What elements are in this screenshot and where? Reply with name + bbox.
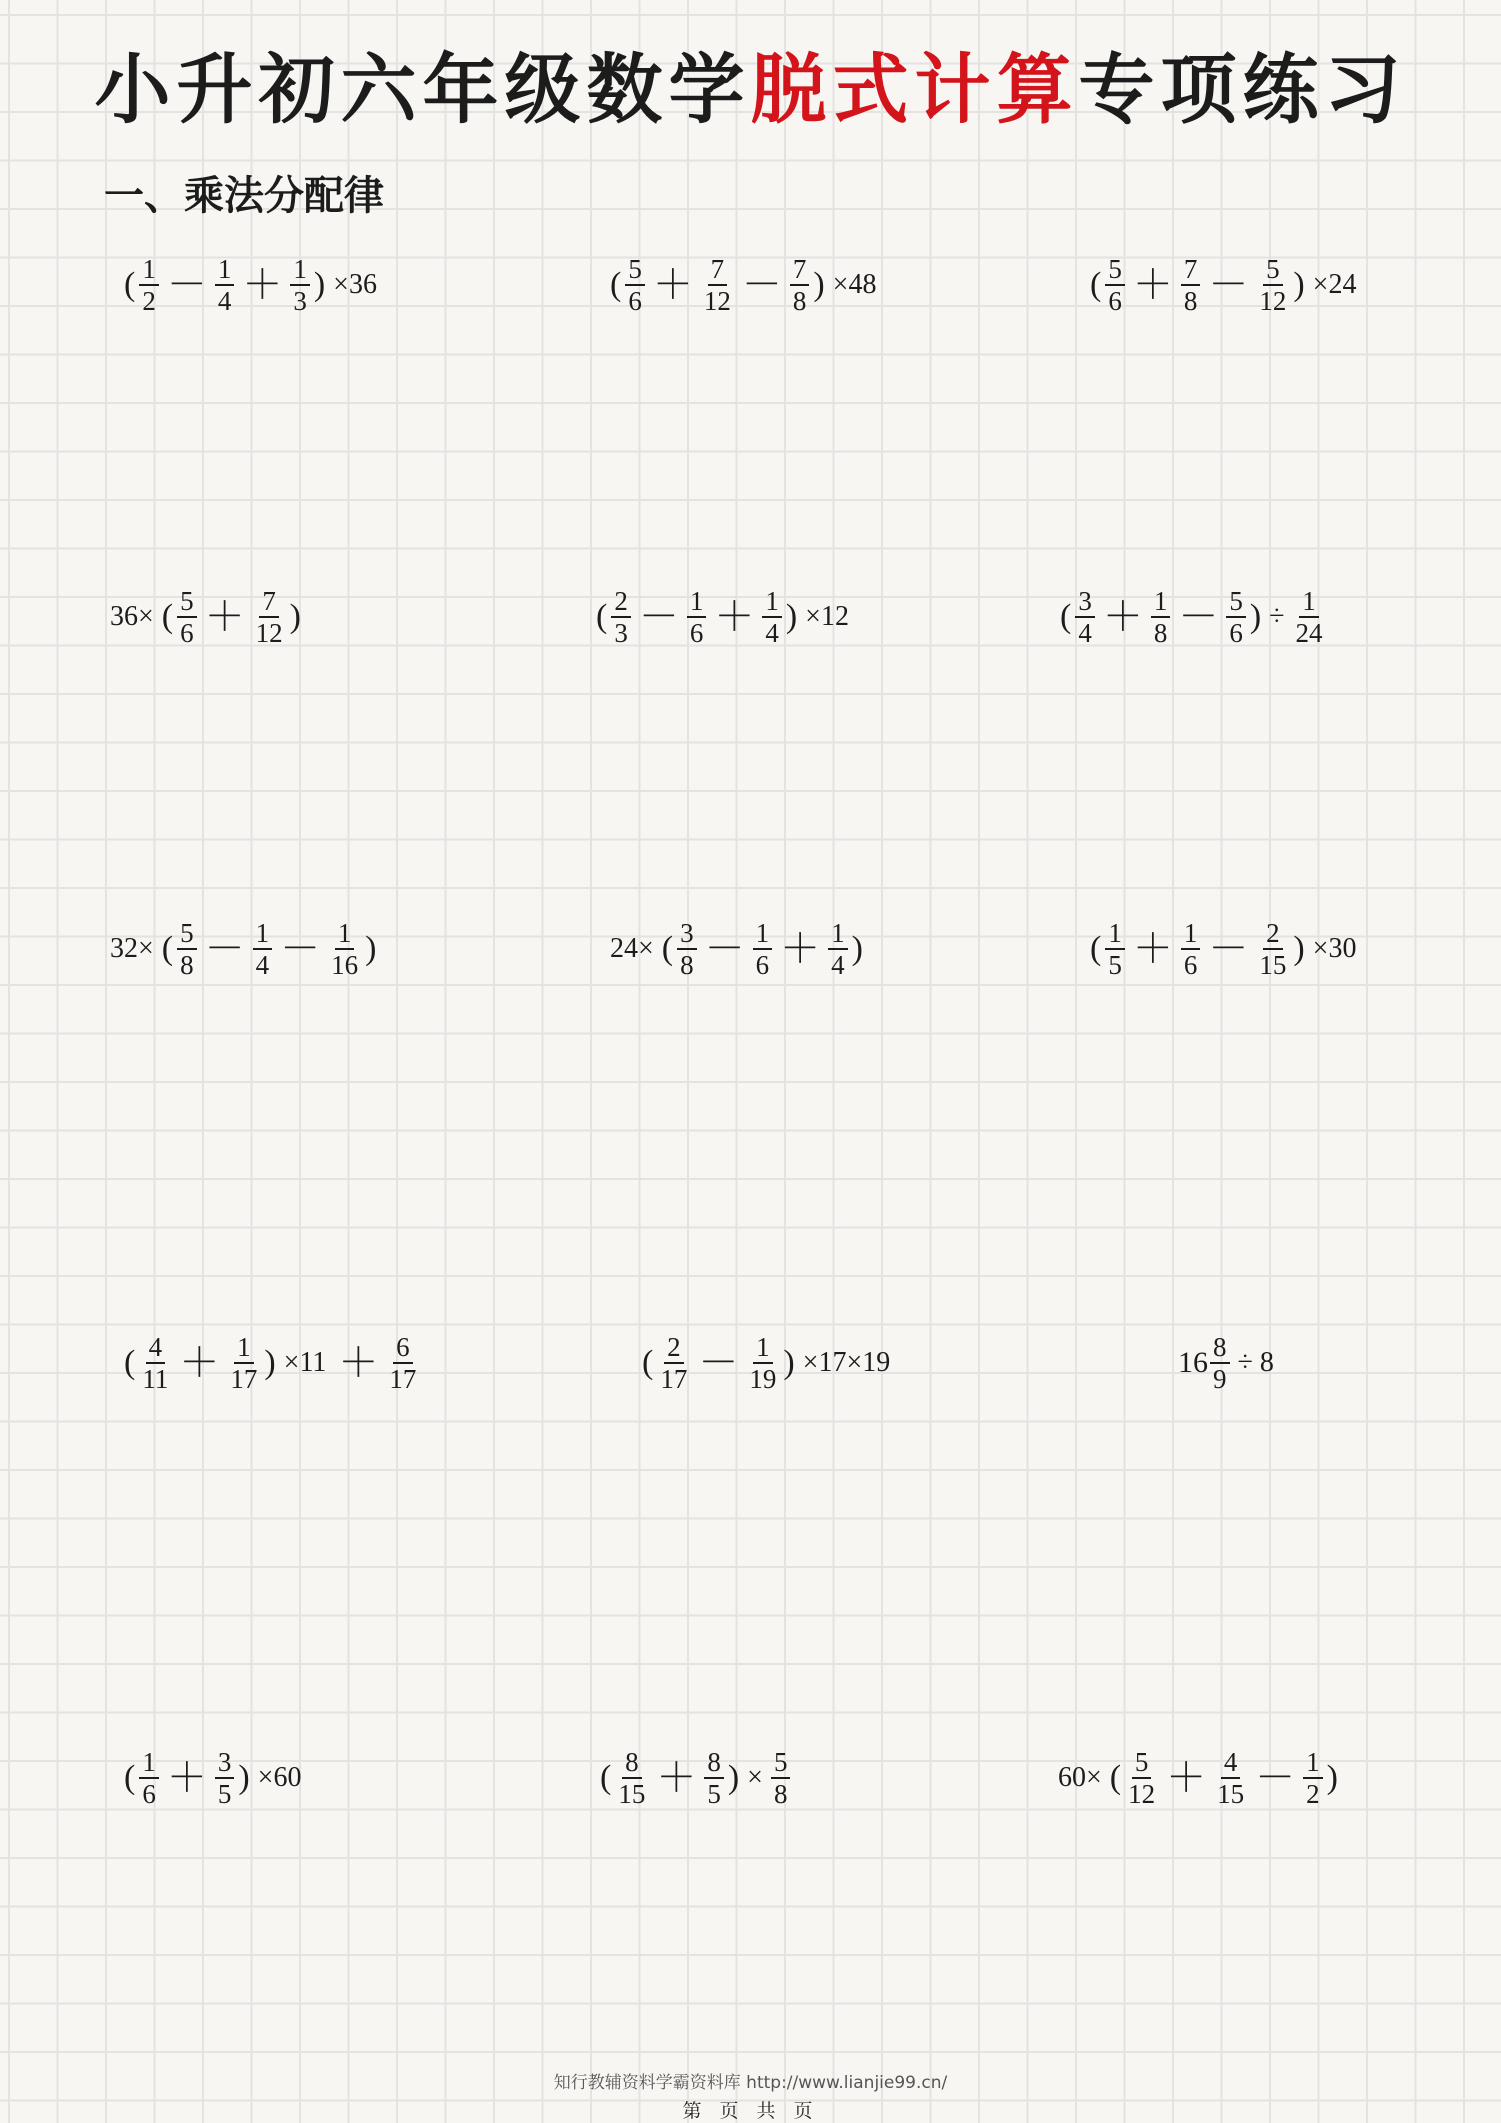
numerator: 3 <box>1075 586 1095 618</box>
fraction <box>1179 918 1203 980</box>
parenthesis: ( <box>161 930 174 967</box>
numerator: 1 <box>1181 918 1201 950</box>
denominator: 17 <box>389 1364 417 1394</box>
numerator: 1 <box>1299 586 1319 618</box>
fraction <box>744 1332 781 1394</box>
operator: － <box>204 926 245 971</box>
numerator: 5 <box>1105 254 1125 286</box>
operator-term: ×36 <box>333 269 377 300</box>
denominator: 8 <box>792 286 807 316</box>
denominator: 12 <box>1259 286 1287 316</box>
fraction <box>384 1332 421 1394</box>
numerator: 1 <box>139 254 159 286</box>
parenthesis: ) <box>365 930 377 967</box>
parenthesis: ( <box>1090 930 1102 967</box>
numerator: 1 <box>1303 1747 1323 1779</box>
operator: ＋ <box>1166 1755 1207 1800</box>
fraction <box>251 586 288 648</box>
fraction <box>1073 586 1097 648</box>
denominator: 2 <box>1306 1779 1320 1809</box>
parenthesis: ) <box>238 1759 250 1796</box>
operator: ＋ <box>780 926 821 971</box>
numerator: 1 <box>253 918 273 950</box>
parenthesis: ) <box>1293 266 1305 303</box>
operator-term: ×17×19 <box>802 1347 891 1378</box>
parenthesis: ) <box>264 1344 276 1381</box>
numerator: 3 <box>677 918 697 950</box>
numerator: 1 <box>762 586 782 618</box>
fraction <box>613 1747 650 1809</box>
numerator: 7 <box>708 254 728 286</box>
operator: ＋ <box>179 1340 220 1385</box>
denominator: 2 <box>142 286 156 316</box>
problem-14 <box>598 1747 792 1809</box>
fraction <box>1123 1747 1160 1809</box>
parenthesis: ( <box>596 598 608 635</box>
title-part-1: 小升初六年级数学 <box>94 45 751 134</box>
parenthesis: ( <box>124 266 136 303</box>
problem-12 <box>1178 1332 1280 1394</box>
denominator: 19 <box>749 1364 777 1394</box>
denominator: 3 <box>614 618 628 648</box>
numerator: 5 <box>177 918 197 950</box>
operator: － <box>638 594 679 639</box>
fraction <box>609 586 633 648</box>
fraction <box>175 586 199 648</box>
fraction <box>137 1747 161 1809</box>
denominator: 24 <box>1295 618 1323 648</box>
denominator: 6 <box>1183 950 1198 980</box>
fraction <box>1254 254 1291 316</box>
fraction <box>760 586 784 648</box>
fraction <box>702 1747 726 1809</box>
numerator: 1 <box>335 918 355 950</box>
numerator: 1 <box>753 1332 773 1364</box>
denominator: 16 <box>331 950 359 980</box>
operator-term: ×12 <box>805 601 849 632</box>
operator: ＋ <box>204 594 245 639</box>
operator: ＋ <box>714 594 755 639</box>
numerator: 5 <box>1132 1747 1152 1779</box>
operator-term: ×11 <box>283 1347 327 1378</box>
parenthesis: ( <box>1109 1759 1122 1796</box>
problem-5 <box>594 586 855 648</box>
numerator: 1 <box>1151 586 1171 618</box>
numerator: 7 <box>259 586 279 618</box>
operator: － <box>280 926 321 971</box>
fraction <box>751 918 775 980</box>
operator-term: 36× <box>110 601 154 632</box>
footer-link[interactable]: 知行教辅资料学霸资料库 http://www.lianjie99.cn/ <box>553 2073 948 2093</box>
parenthesis: ( <box>661 930 674 967</box>
denominator: 11 <box>142 1364 169 1394</box>
fraction <box>175 918 199 980</box>
denominator: 9 <box>1213 1364 1227 1394</box>
numerator: 6 <box>393 1332 413 1364</box>
operator-term: ×24 <box>1312 269 1357 300</box>
denominator: 8 <box>680 950 694 980</box>
operator: － <box>704 926 745 971</box>
numerator: 1 <box>687 586 707 618</box>
denominator: 15 <box>1259 950 1287 980</box>
denominator: 4 <box>217 286 232 316</box>
denominator: 6 <box>142 1779 156 1809</box>
parenthesis: ( <box>642 1344 654 1381</box>
operator-term: × <box>747 1762 763 1793</box>
numerator: 2 <box>664 1332 684 1364</box>
numerator: 8 <box>704 1747 724 1779</box>
fraction <box>1103 254 1127 316</box>
problem-1 <box>122 254 383 316</box>
numerator: 8 <box>1210 1332 1230 1364</box>
denominator: 17 <box>230 1364 258 1394</box>
fraction <box>623 254 647 316</box>
fraction <box>1212 1747 1249 1809</box>
denominator: 4 <box>831 950 845 980</box>
numerator: 1 <box>234 1332 254 1364</box>
parenthesis: ( <box>161 598 174 635</box>
fraction <box>685 586 709 648</box>
operator-term: 32× <box>110 933 154 964</box>
section-heading: 一、乘法分配律 <box>104 173 384 219</box>
fraction <box>213 254 237 316</box>
numerator: 1 <box>139 1747 159 1779</box>
problem-8 <box>604 918 865 980</box>
problem-4 <box>104 586 303 648</box>
numerator: 1 <box>215 254 235 286</box>
problem-6 <box>1058 586 1328 648</box>
denominator: 6 <box>1229 618 1243 648</box>
parenthesis: ) <box>813 266 825 303</box>
denominator: 4 <box>1078 618 1092 648</box>
fraction <box>769 1747 793 1809</box>
parenthesis: ( <box>124 1344 136 1381</box>
numerator: 5 <box>1263 254 1283 286</box>
operator: ＋ <box>242 262 283 307</box>
fraction <box>326 918 363 980</box>
page-title <box>0 45 1501 134</box>
problem-11 <box>640 1332 896 1394</box>
fraction <box>699 254 736 316</box>
operator: － <box>1208 926 1249 971</box>
denominator: 5 <box>1108 950 1122 980</box>
fraction <box>213 1747 237 1809</box>
denominator: 3 <box>293 286 307 316</box>
operator: ＋ <box>656 1755 697 1800</box>
denominator: 12 <box>255 618 283 648</box>
numerator: 1 <box>828 918 848 950</box>
parenthesis: ( <box>1090 266 1102 303</box>
denominator: 4 <box>765 618 779 648</box>
problem-3 <box>1088 254 1362 316</box>
numerator: 3 <box>215 1747 235 1779</box>
denominator: 6 <box>755 950 770 980</box>
numerator: 2 <box>1263 918 1283 950</box>
operator-term: ×48 <box>832 269 877 300</box>
fraction <box>1208 1332 1232 1394</box>
fraction <box>1291 586 1328 648</box>
parenthesis: ) <box>783 1344 795 1381</box>
denominator: 6 <box>689 618 704 648</box>
denominator: 15 <box>618 1779 646 1809</box>
fraction <box>251 918 275 980</box>
denominator: 4 <box>255 950 270 980</box>
problem-7 <box>104 918 378 980</box>
denominator: 6 <box>1108 286 1122 316</box>
parenthesis: ) <box>1326 1759 1338 1796</box>
operator: － <box>741 262 782 307</box>
parenthesis: ) <box>785 598 798 635</box>
operator-term: ÷ 8 <box>1237 1347 1274 1378</box>
operator-term: 24× <box>610 933 654 964</box>
operator: － <box>698 1340 739 1385</box>
denominator: 15 <box>1217 1779 1245 1809</box>
operator: － <box>1208 262 1249 307</box>
numerator: 5 <box>771 1747 791 1779</box>
operator-term: 60× <box>1058 1762 1102 1793</box>
fraction <box>655 1332 692 1394</box>
denominator: 5 <box>217 1779 232 1809</box>
parenthesis: ) <box>851 930 863 967</box>
number: 16 <box>1178 1346 1208 1379</box>
parenthesis: ( <box>124 1759 136 1796</box>
denominator: 8 <box>1153 618 1168 648</box>
operator: － <box>1255 1755 1296 1800</box>
numerator: 5 <box>1226 586 1246 618</box>
numerator: 1 <box>1105 918 1125 950</box>
operator: － <box>1178 594 1219 639</box>
fraction <box>788 254 812 316</box>
title-highlight: 脱式计算 <box>750 45 1079 134</box>
denominator: 12 <box>703 286 731 316</box>
operator-term: ×60 <box>257 1762 302 1793</box>
fraction <box>288 254 312 316</box>
problem-13 <box>122 1747 307 1809</box>
denominator: 6 <box>180 618 194 648</box>
denominator: 8 <box>180 950 194 980</box>
fraction <box>826 918 850 980</box>
operator: ＋ <box>652 262 693 307</box>
title-part-2: 专项练习 <box>1078 45 1407 134</box>
operator-term: ×30 <box>1312 933 1357 964</box>
parenthesis: ) <box>313 266 326 303</box>
fraction <box>1301 1747 1325 1809</box>
problem-2 <box>608 254 882 316</box>
numerator: 7 <box>790 254 810 286</box>
parenthesis: ) <box>1249 598 1262 635</box>
fraction <box>675 918 699 980</box>
denominator: 17 <box>660 1364 688 1394</box>
fraction <box>225 1332 262 1394</box>
operator: ＋ <box>1132 262 1173 307</box>
numerator: 4 <box>146 1332 166 1364</box>
operator: ＋ <box>338 1340 379 1385</box>
parenthesis: ( <box>610 266 622 303</box>
page-number: 第 页 共 页 <box>682 2100 819 2122</box>
numerator: 1 <box>290 254 310 286</box>
operator: ＋ <box>1132 926 1173 971</box>
numerator: 2 <box>611 586 631 618</box>
fraction <box>1254 918 1291 980</box>
denominator: 8 <box>773 1779 788 1809</box>
denominator: 5 <box>707 1779 721 1809</box>
numerator: 8 <box>622 1747 642 1779</box>
fraction <box>137 254 161 316</box>
numerator: 7 <box>1181 254 1201 286</box>
operator: ＋ <box>166 1755 207 1800</box>
problem-10 <box>122 1332 421 1394</box>
operator: － <box>166 262 207 307</box>
fraction <box>1103 918 1127 980</box>
numerator: 4 <box>1221 1747 1241 1779</box>
parenthesis: ( <box>1060 598 1072 635</box>
fraction <box>137 1332 173 1394</box>
problem-9 <box>1088 918 1362 980</box>
fraction <box>1179 254 1203 316</box>
numerator: 1 <box>753 918 773 950</box>
operator-term: ÷ <box>1269 601 1285 632</box>
problem-15 <box>1052 1747 1340 1809</box>
operator: ＋ <box>1102 594 1143 639</box>
numerator: 5 <box>177 586 197 618</box>
parenthesis: ( <box>600 1759 612 1796</box>
denominator: 6 <box>628 286 642 316</box>
denominator: 12 <box>1128 1779 1156 1809</box>
parenthesis: ) <box>289 598 301 635</box>
denominator: 8 <box>1183 286 1198 316</box>
parenthesis: ) <box>1293 930 1305 967</box>
fraction <box>1224 586 1248 648</box>
parenthesis: ) <box>727 1759 740 1796</box>
fraction <box>1149 586 1173 648</box>
numerator: 5 <box>625 254 645 286</box>
